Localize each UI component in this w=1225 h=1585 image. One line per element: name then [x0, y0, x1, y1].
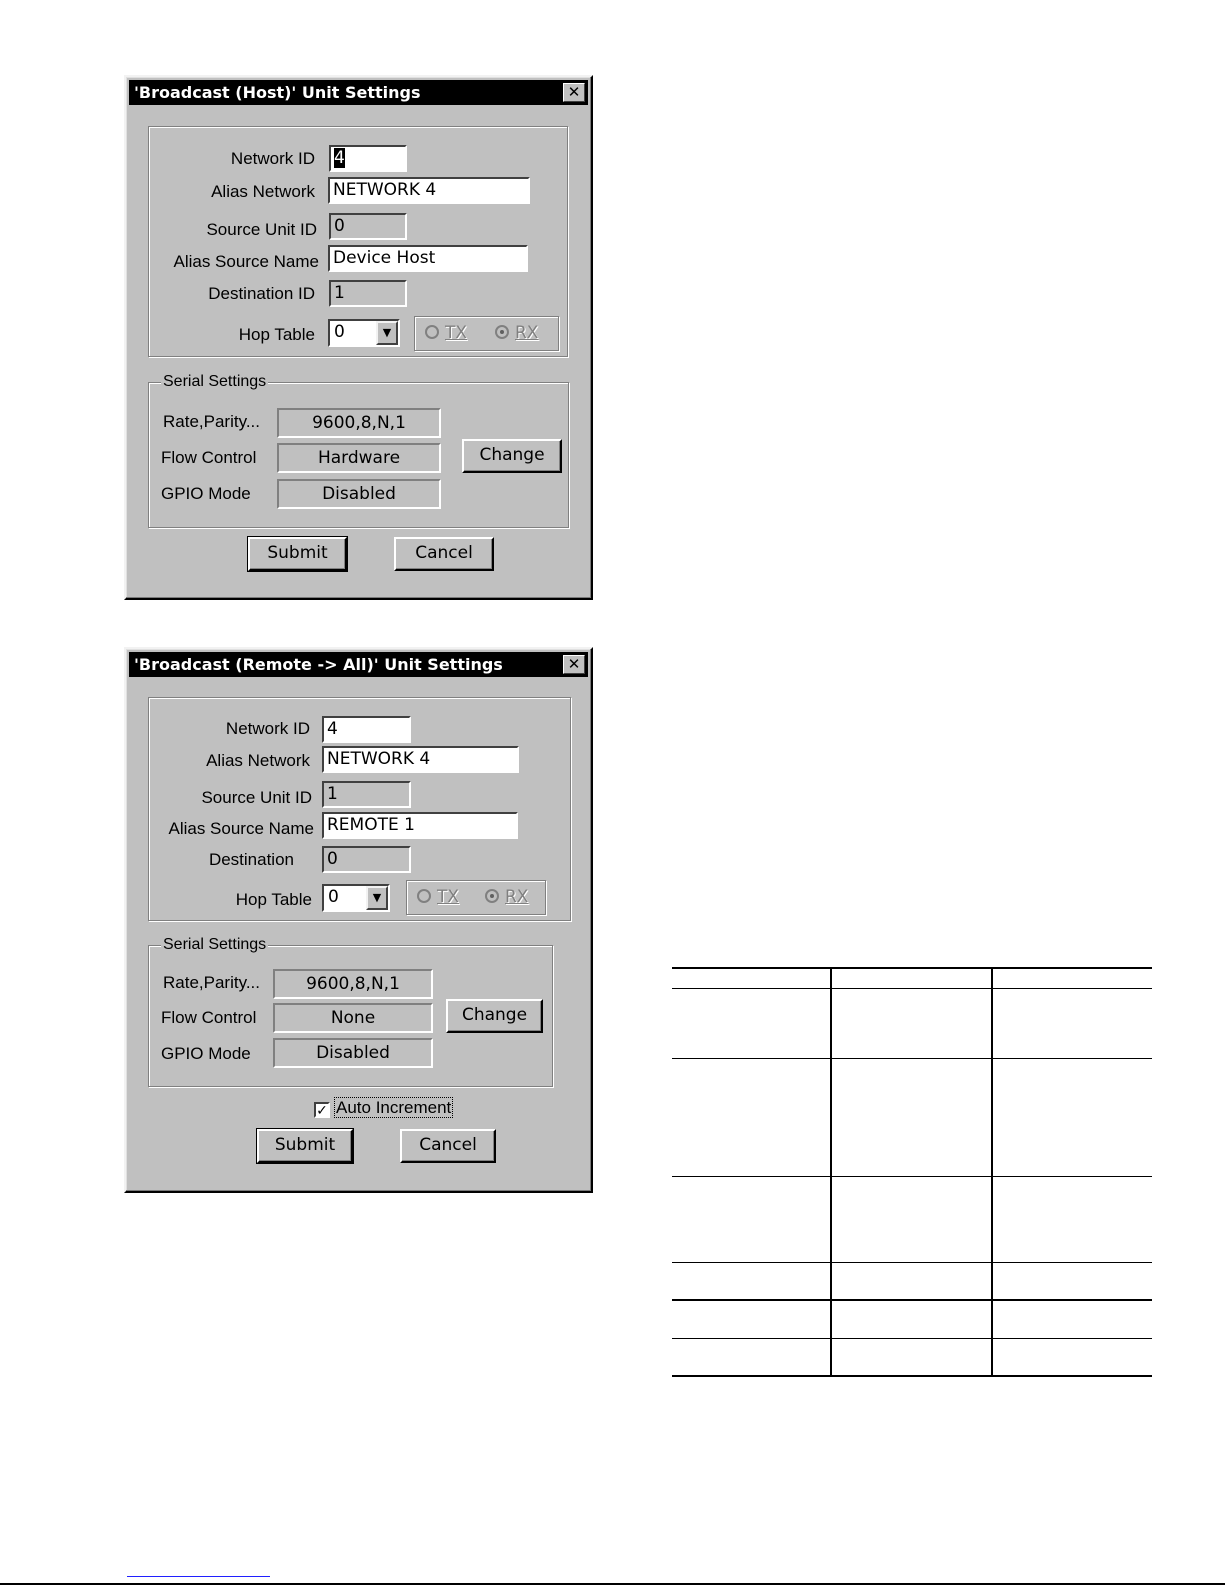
gpio-mode-label: GPIO Mode [161, 484, 251, 503]
radio-on-icon [495, 325, 509, 339]
source-unit-id-label: Source Unit ID [206, 220, 317, 239]
tx-radio[interactable]: TX [425, 322, 467, 344]
triangle-down-icon[interactable]: ▼ [376, 321, 398, 345]
checkmark-icon: ✓ [314, 1102, 330, 1118]
close-icon[interactable]: ✕ [563, 83, 585, 102]
network-id-label: Network ID [230, 149, 315, 168]
triangle-down-icon[interactable]: ▼ [366, 886, 388, 910]
radio-off-icon [417, 889, 431, 903]
close-icon[interactable]: ✕ [563, 655, 585, 674]
table-row [672, 1176, 1152, 1262]
rx-radio[interactable]: RX [495, 322, 538, 344]
destination-label: Destination [208, 850, 294, 869]
host-serial-settings-group [148, 373, 569, 528]
alias-network-label: Alias Network [206, 751, 310, 770]
serial-settings-label: Serial Settings [163, 936, 267, 953]
destination-id-label: Destination ID [208, 284, 315, 303]
source-unit-id-label: Source Unit ID [201, 788, 312, 807]
table-row [672, 1338, 1152, 1376]
source-unit-id-field: 0 [329, 213, 407, 240]
alias-network-label: Alias Network [211, 182, 315, 201]
host-dialog-titlebar[interactable] [129, 80, 588, 105]
rate-parity-value: 9600,8,N,1 [273, 969, 433, 999]
gpio-mode-label: GPIO Mode [161, 1044, 251, 1063]
rx-radio[interactable]: RX [485, 886, 528, 908]
table-row [672, 1300, 1152, 1338]
gpio-mode-value: Disabled [277, 479, 441, 509]
submit-button[interactable]: Submit [248, 537, 347, 571]
flow-control-value: None [273, 1003, 433, 1033]
tx-rx-radio-group [414, 316, 559, 351]
auto-increment-checkbox[interactable] [314, 1097, 452, 1119]
gpio-mode-value: Disabled [273, 1038, 433, 1068]
flow-control-label: Flow Control [161, 448, 257, 467]
hop-table-label: Hop Table [235, 890, 312, 909]
hop-table-label: Hop Table [238, 325, 315, 344]
alias-source-name-label: Alias Source Name [173, 252, 319, 271]
hop-table-select[interactable]: 0 ▼ [322, 884, 390, 912]
radio-off-icon [425, 325, 439, 339]
table-row [672, 988, 1152, 1058]
footer-link-rule [127, 1576, 270, 1577]
remote-dialog-title: 'Broadcast (Remote -> All)' Unit Settings [134, 655, 503, 674]
table-header-row [672, 968, 1152, 988]
destination-id-field: 1 [329, 280, 407, 307]
alias-source-name-label: Alias Source Name [168, 819, 314, 838]
host-dialog-title: 'Broadcast (Host)' Unit Settings [134, 83, 421, 102]
submit-button[interactable]: Submit [257, 1129, 353, 1163]
radio-on-icon [485, 889, 499, 903]
network-id-input[interactable]: 4 [322, 716, 411, 743]
flow-control-value: Hardware [277, 443, 441, 473]
rate-parity-label: Rate,Parity... [163, 412, 260, 431]
ruled-table [672, 967, 1152, 1377]
destination-field: 0 [322, 846, 411, 873]
remote-dialog-titlebar[interactable] [129, 652, 588, 677]
change-button[interactable]: Change [446, 999, 543, 1033]
remote-serial-settings-group [148, 936, 553, 1087]
alias-source-name-input[interactable]: Device Host [328, 245, 528, 272]
auto-increment-label: Auto Increment [336, 1098, 452, 1117]
cancel-button[interactable]: Cancel [394, 537, 494, 571]
rate-parity-value: 9600,8,N,1 [277, 408, 441, 438]
alias-network-input[interactable]: NETWORK 4 [322, 746, 519, 773]
serial-settings-label: Serial Settings [163, 373, 267, 390]
host-unit-settings-dialog [124, 75, 593, 600]
network-id-label: Network ID [225, 719, 310, 738]
network-id-input[interactable]: 4 [329, 145, 407, 172]
change-button[interactable]: Change [462, 439, 562, 473]
hop-table-select[interactable]: 0 ▼ [328, 319, 400, 347]
cancel-button[interactable]: Cancel [400, 1129, 496, 1163]
tx-rx-radio-group [406, 880, 546, 915]
alias-network-input[interactable]: NETWORK 4 [328, 177, 530, 204]
rate-parity-label: Rate,Parity... [163, 973, 260, 992]
remote-unit-settings-dialog [124, 647, 593, 1193]
remote-network-panel [148, 697, 571, 921]
source-unit-id-field: 1 [322, 781, 411, 808]
table-row [672, 1262, 1152, 1300]
alias-source-name-input[interactable]: REMOTE 1 [322, 812, 518, 839]
flow-control-label: Flow Control [161, 1008, 257, 1027]
tx-radio[interactable]: TX [417, 886, 459, 908]
host-network-panel [148, 126, 568, 357]
table-row [672, 1058, 1152, 1176]
